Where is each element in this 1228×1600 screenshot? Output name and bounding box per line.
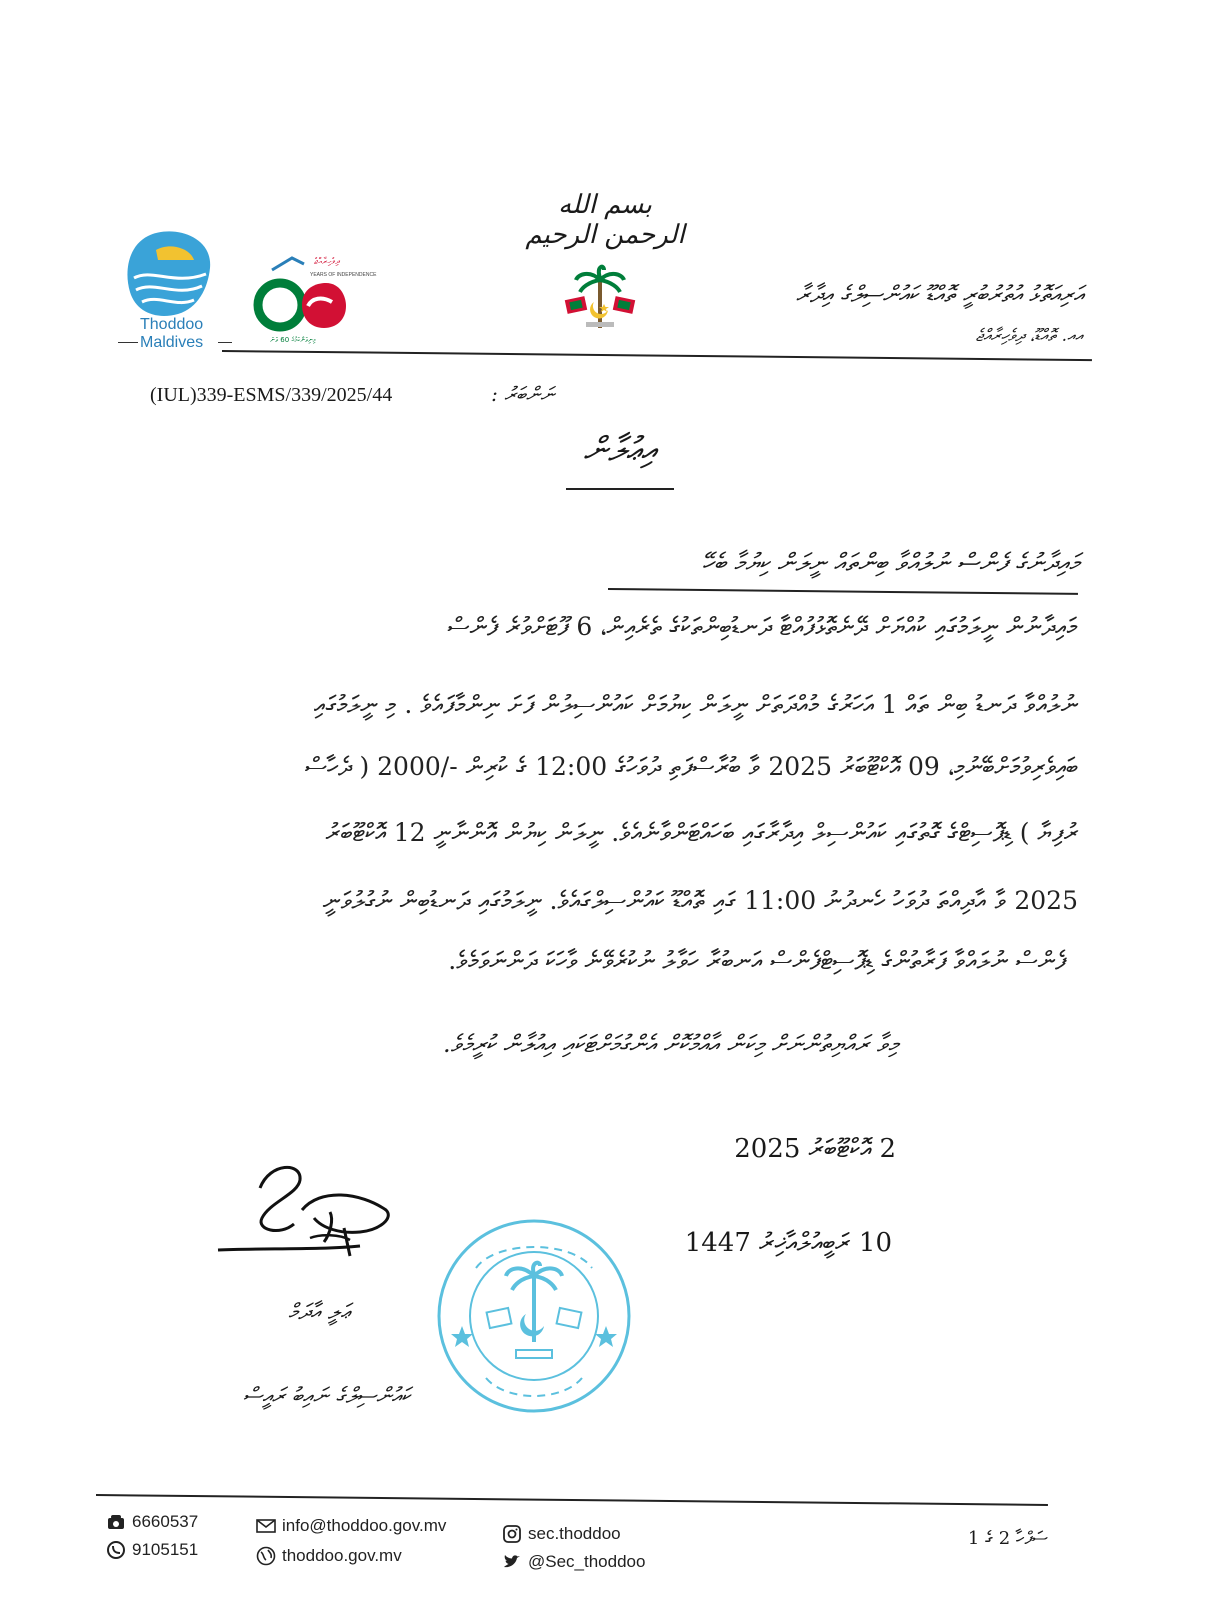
svg-text:މިނިވަންކަމުގެ 60 ވަނަ: މިނިވަންކަމުގެ 60 ވަނަ — [270, 336, 316, 344]
signatory-title: ކައުންސިލްގެ ނައިބު ރައީސް — [242, 1384, 410, 1409]
logo-rule-right — [218, 342, 232, 343]
globe-icon — [256, 1546, 276, 1566]
footer-website[interactable] — [256, 1546, 402, 1566]
title-underline — [566, 488, 674, 490]
logo-text-maldives: Maldives — [140, 334, 204, 351]
paragraph-line: ފެންސް ނުލައްވާ ފަރާތުންގެ ޑިޕޮސިޓްފެންސް އަނބުރާ ހަވާލު ނުކުރެވޭނެ ވާހަކަ ދަންނަވަމެވެ. — [448, 946, 1066, 975]
subject-underline — [608, 588, 1078, 595]
footer-email[interactable] — [256, 1516, 446, 1536]
signature — [210, 1158, 410, 1268]
sixty-emblem-icon — [252, 250, 377, 345]
svg-text:ދިވެހިރާއްޖެ: ދިވެހިރާއްޖެ — [314, 257, 340, 267]
council-name: އަރިއަތޮޅު އުތުރުބުރީ ތޮއްޑޫ ކައުންސިލްގެ އިދާރާ — [796, 282, 1083, 308]
viber-number: 9105151 — [132, 1540, 199, 1559]
official-stamp — [436, 1218, 632, 1414]
footer-phone[interactable] — [106, 1512, 198, 1532]
svg-text:YEARS OF INDEPENDENCE: YEARS OF INDEPENDENCE — [310, 272, 377, 278]
date-gregorian: 2 އޮކްޓޫބަރު 2025 — [734, 1134, 896, 1164]
footer-instagram[interactable] — [502, 1524, 621, 1544]
document-title: އިޢުލާން — [583, 430, 657, 470]
signature-icon — [210, 1158, 410, 1268]
instagram-handle: sec.thoddoo — [528, 1524, 621, 1543]
viber-icon — [106, 1540, 126, 1560]
phone-number: 6660537 — [132, 1512, 199, 1531]
footer-divider — [96, 1494, 1048, 1506]
council-seal-icon — [436, 1218, 632, 1414]
paragraph-line: މައިދާނުން ނީލަމުގައި ކުއްޔަށް ދޭނެތޮޅުފުއްޓާ ދަނޑުބިންތަކުގެ ތެރެއިން، 6 ފޫޓަށްވުރެ ފެންސް — [447, 612, 1078, 641]
basmala: بسم الله الرحمن الرحيم — [525, 190, 685, 250]
twitter-handle: @Sec_thoddoo — [528, 1552, 646, 1571]
signatory-name: ޢަލީ އާދަމް — [288, 1300, 350, 1325]
paragraph-line: 2025 ވާ އާދިއްތަ ދުވަހު ހެނދުނު 11:00 ގައި ތޮއްޑޫ ކައުންސިލްގައެވެ. ނީލަމުގައި ދަނޑުބިން ނުގުލުވަނީ — [322, 886, 1078, 915]
page-indicator: ސަފްހާ 2 ގެ 1 — [967, 1528, 1048, 1549]
website-address: thoddoo.gov.mv — [282, 1546, 402, 1565]
footer-viber[interactable] — [106, 1540, 198, 1560]
paragraph-line: ބައިވެރިވުމަށްބޭނުމި، 09 އޮކްޓޫބަރު 2025 ވާ ބުރާސްފަތި ދުވަހުގެ 12:00 ގެ ކުރިން -/2000 ( ދެހާސް — [305, 752, 1078, 781]
closing-line: މިވާ ރައްޔިތުންނަށް މިކަން އާއްމުކޮށް އެންގުމަށްޓަކައި އިއުލާން ކުރީމެވެ. — [443, 1030, 898, 1058]
twitter-icon — [502, 1552, 522, 1572]
date-hijri: 10 ރަބީއުލްއާޚިރު 1447 — [684, 1228, 892, 1258]
phone-icon — [106, 1512, 126, 1532]
mail-icon — [256, 1516, 276, 1536]
council-address: އއ. ތޮއްޑޫ، ދިވެހިރާއްޖެ — [975, 326, 1083, 346]
subject-line: މައިދާނުގެ ފެންސް ނުލުއްވާ ބިންތައް ނީލަން ކިޔުމާ ބެހޭ — [702, 548, 1080, 577]
header-divider — [222, 350, 1092, 361]
logo-rule-left — [118, 342, 138, 343]
instagram-icon — [502, 1524, 522, 1544]
email-address: info@thoddoo.gov.mv — [282, 1516, 447, 1535]
paragraph-line: ނުލުއްވާ ދަނޑު ބިން ތައް 1 އަހަރުގެ މުއްދަތަށް ނީލަން ކިޔުމަށް ކައުންސިލުން ފަށަ ނިންމާފައެވެ . މި ނީލަމުގައި — [313, 690, 1078, 719]
reference-label: ނަންބަރު : — [491, 382, 554, 406]
logo-text-thoddoo: Thoddoo — [140, 316, 204, 333]
sixty-years-independence-logo — [252, 250, 377, 345]
thoddoo-wave-icon — [118, 228, 228, 320]
reference-number: (IUL)339-ESMS/339/2025/44 — [150, 384, 393, 406]
paragraph-line: ރުފިޔާ ) ޑިޕޮސިޓްގެ ގޮތުގައި ކައުންސިލް އިދާރާގައި ބަހައްޓަންވާނެއެވެ. ނީލަން ކިޔުން އޮންނާނީ 12 އޮކްޓޫބަރު — [325, 818, 1078, 847]
footer-twitter[interactable] — [502, 1552, 645, 1572]
thoddoo-maldives-logo — [118, 228, 228, 352]
